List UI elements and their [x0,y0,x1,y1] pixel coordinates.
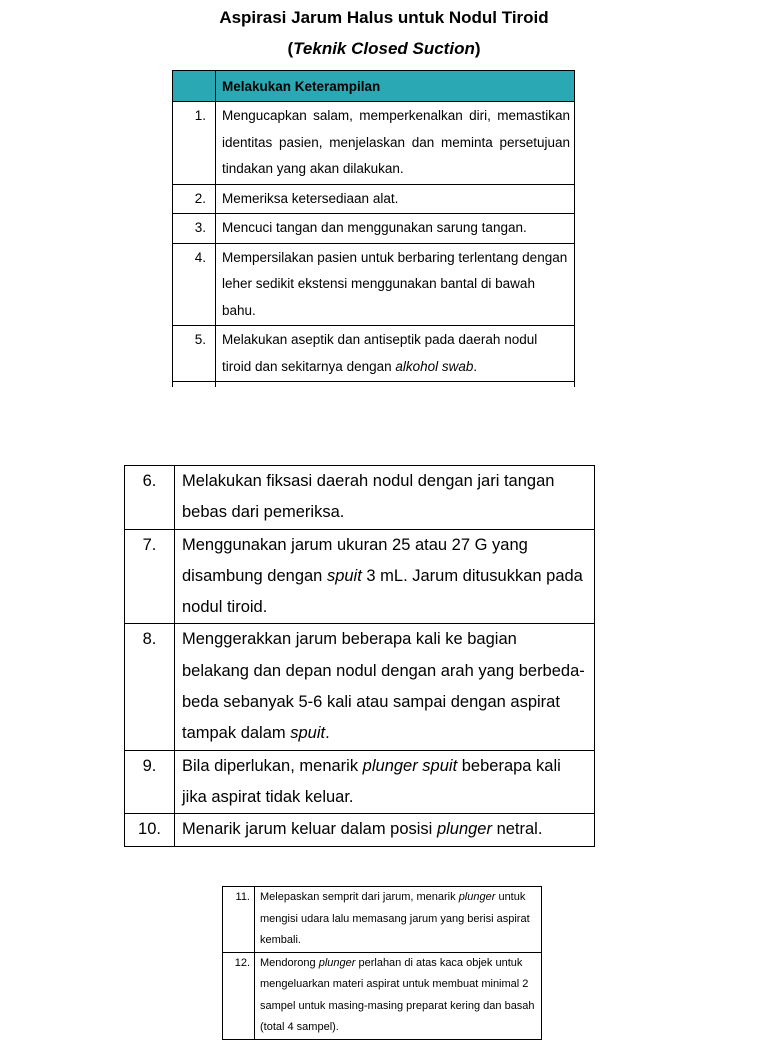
step-number: 5. [173,326,216,382]
procedure-table-part-3 [222,886,542,1040]
table-header-row [173,71,575,102]
step-text [175,624,595,750]
step-text [255,887,542,953]
table-row [125,529,595,624]
table-row [223,952,542,1039]
table-row [125,624,595,750]
step-text-emphasis: plunger [458,891,496,903]
table-row [223,887,542,953]
step-text-emphasis: plunger [436,820,492,839]
step-text: Mempersilakan pasien untuk berbaring terlentang dengan leher sedikit ekstensi menggunakan bantal di bawah bahu. [216,243,575,326]
step-text-emphasis: spuit [326,566,362,585]
step-text-part: . [473,358,478,374]
step-text-part: beberapa kali jika aspirat tidak keluar. [182,756,561,806]
cut-cell [173,382,216,388]
step-text-part: Mendorong [260,956,319,969]
step-text-part: netral. [491,820,543,839]
step-text: Memeriksa ketersediaan alat. [216,184,575,214]
step-number: 1. [173,102,216,185]
step-number: 8. [125,624,175,750]
subtitle-close-paren: ) [474,39,481,58]
step-text [255,952,542,1039]
table-row [173,326,575,382]
table-row-cut [173,382,575,388]
header-label: Melakukan Keterampilan [222,78,381,94]
document-title: Aspirasi Jarum Halus untuk Nodul Tiroid [219,8,549,27]
step-text-part: Menarik jarum keluar dalam posisi [182,820,437,839]
step-text-emphasis: alkohol swab [395,358,474,374]
step-text-part: perlahan di atas kaca objek untuk mengeluarkan materi aspirat untuk membuat minimal 2 sampel untuk masing-masing preparat kering dan basah (total 4 sampel). [260,956,535,1033]
step-number: 11. [223,887,255,953]
step-text-part: Menggerakkan jarum beberapa kali ke bagian belakang dan depan nodul dengan arah yang berbeda-beda sebanyak 5-6 kali atau sampai dengan aspirat tampak dalam [182,630,585,743]
step-text-emphasis: plunger [318,956,356,969]
step-text-part: Melakukan aseptik dan antiseptik pada daerah nodul tiroid dan sekitarnya dengan [222,332,538,374]
step-number: 3. [173,214,216,244]
step-text-part: Melepaskan semprit dari jarum, menarik [260,891,459,903]
cut-cell [216,382,575,388]
subtitle-text: Teknik Closed Suction [293,39,475,58]
step-text-part: Bila diperlukan, menarik [182,756,363,775]
table-row [173,243,575,326]
table-row [125,750,595,814]
page-cut-mask [171,427,577,439]
step-number: 6. [125,466,175,530]
table-row [173,214,575,244]
step-number: 7. [125,529,175,624]
step-text-emphasis: spuit [290,724,326,743]
subtitle-open-paren: ( [287,39,294,58]
document-subtitle [0,38,768,60]
step-text [175,466,595,530]
step-text-emphasis: plunger spuit [362,756,458,775]
step-text [175,529,595,624]
table-row [125,814,595,846]
step-number: 2. [173,184,216,214]
step-text-part: Melakukan fiksasi daerah nodul dengan jari tangan bebas dari pemeriksa. [182,472,555,522]
header-number-cell [173,71,216,102]
procedure-table-part-1 [172,70,575,387]
table-row [125,466,595,530]
step-number: 10. [125,814,175,846]
step-text-part: . [325,724,330,743]
step-number: 4. [173,243,216,326]
step-text [216,326,575,382]
table-row [173,184,575,214]
step-number: 12. [223,952,255,1039]
step-text-part: Menggunakan jarum ukuran 25 atau 27 G yang disambung dengan [182,535,528,585]
step-text: Mengucapkan salam, memperkenalkan diri, memastikan identitas pasien, menjelaskan dan meminta persetujuan tindakan yang akan dilakukan. [216,102,575,185]
step-text: Mencuci tangan dan menggunakan sarung tangan. [216,214,575,244]
step-text [175,814,595,846]
table-row [173,102,575,185]
step-number: 9. [125,750,175,814]
step-text-part: untuk mengisi udara lalu memasang jarum yang berisi aspirat kembali. [260,891,530,946]
step-text [175,750,595,814]
procedure-table-part-2 [124,465,595,847]
header-label-cell [216,71,575,102]
step-text-part: 3 mL. Jarum ditusukkan pada nodul tiroid. [182,566,583,617]
